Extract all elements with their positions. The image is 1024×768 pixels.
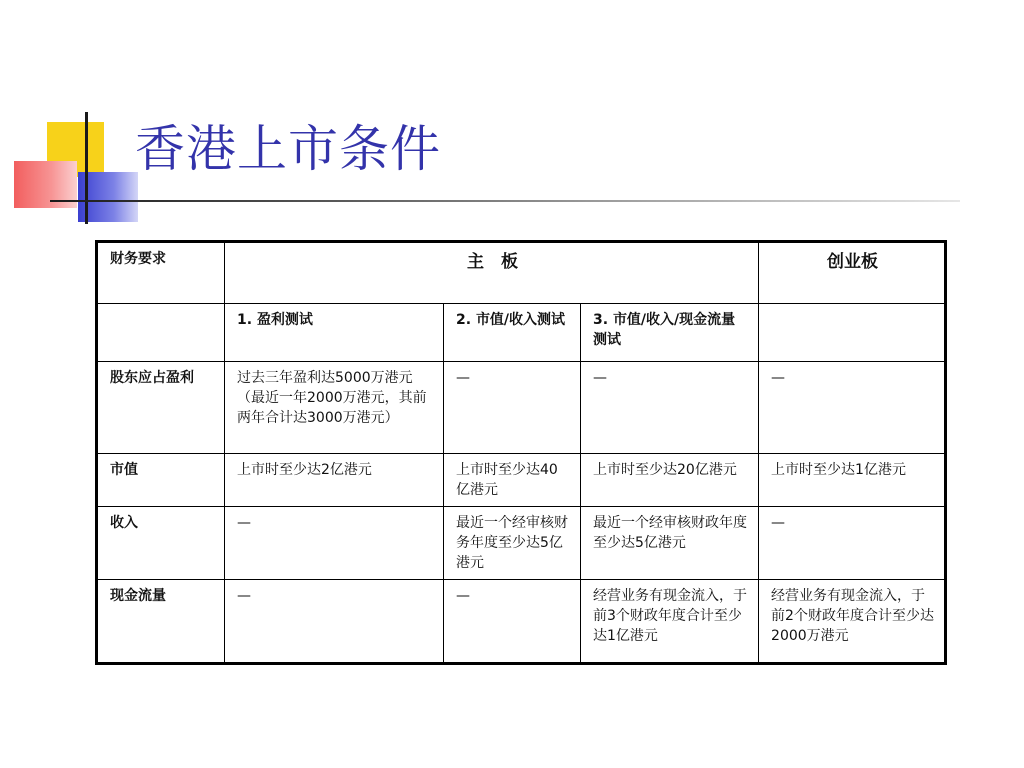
table-cell: 经营业务有现金流入，于前3个财政年度合计至少达1亿港元	[581, 580, 759, 664]
test-1-cell	[225, 304, 444, 362]
table-cell: 上市时至少达2亿港元	[225, 454, 444, 507]
table-cell: —	[225, 507, 444, 580]
table-cell: —	[444, 580, 581, 664]
row-label: 市值	[97, 454, 225, 507]
test-3-number: 3.	[593, 312, 609, 328]
table-cell: 上市时至少达20亿港元	[581, 454, 759, 507]
test-1-label: 盈利测试	[256, 312, 313, 328]
listing-requirements-table	[95, 240, 947, 665]
table-cell: 经营业务有现金流入，于前2个财政年度合计至少达2000万港元	[759, 580, 946, 664]
test-2-number: 2.	[456, 312, 472, 328]
table-cell: —	[759, 507, 946, 580]
header-main-board: 主 板	[225, 242, 759, 304]
table-row	[97, 580, 946, 664]
tests-empty-cell	[97, 304, 225, 362]
row-label: 收入	[97, 507, 225, 580]
table-cell: —	[444, 362, 581, 454]
test-3-label: 市值/收入/现金流量测试	[593, 312, 736, 348]
table-row	[97, 454, 946, 507]
table-cell: 最近一个经审核财务年度至少达5亿港元	[444, 507, 581, 580]
test-2-label: 市值/收入测试	[475, 312, 566, 328]
decor-horizontal-rule	[50, 200, 960, 202]
table-cell: 上市时至少达40亿港元	[444, 454, 581, 507]
header-financial-requirements: 财务要求	[97, 242, 225, 304]
slide-title: 香港上市条件	[135, 120, 441, 178]
table-row	[97, 507, 946, 580]
table-cell: —	[581, 362, 759, 454]
tests-gem-empty-cell	[759, 304, 946, 362]
test-1-number: 1.	[237, 312, 253, 328]
table-header-row	[97, 242, 946, 304]
test-3-cell	[581, 304, 759, 362]
row-label: 现金流量	[97, 580, 225, 664]
table-cell: —	[225, 580, 444, 664]
decor-vertical-line	[85, 112, 88, 224]
table-row	[97, 362, 946, 454]
row-label: 股东应占盈利	[97, 362, 225, 454]
test-2-cell	[444, 304, 581, 362]
table-cell: —	[759, 362, 946, 454]
table-cell: 上市时至少达1亿港元	[759, 454, 946, 507]
table-cell: 过去三年盈利达5000万港元（最近一年2000万港元，其前两年合计达3000万港元）	[225, 362, 444, 454]
header-gem: 创业板	[759, 242, 946, 304]
table-tests-row	[97, 304, 946, 362]
table-cell: 最近一个经审核财政年度至少达5亿港元	[581, 507, 759, 580]
